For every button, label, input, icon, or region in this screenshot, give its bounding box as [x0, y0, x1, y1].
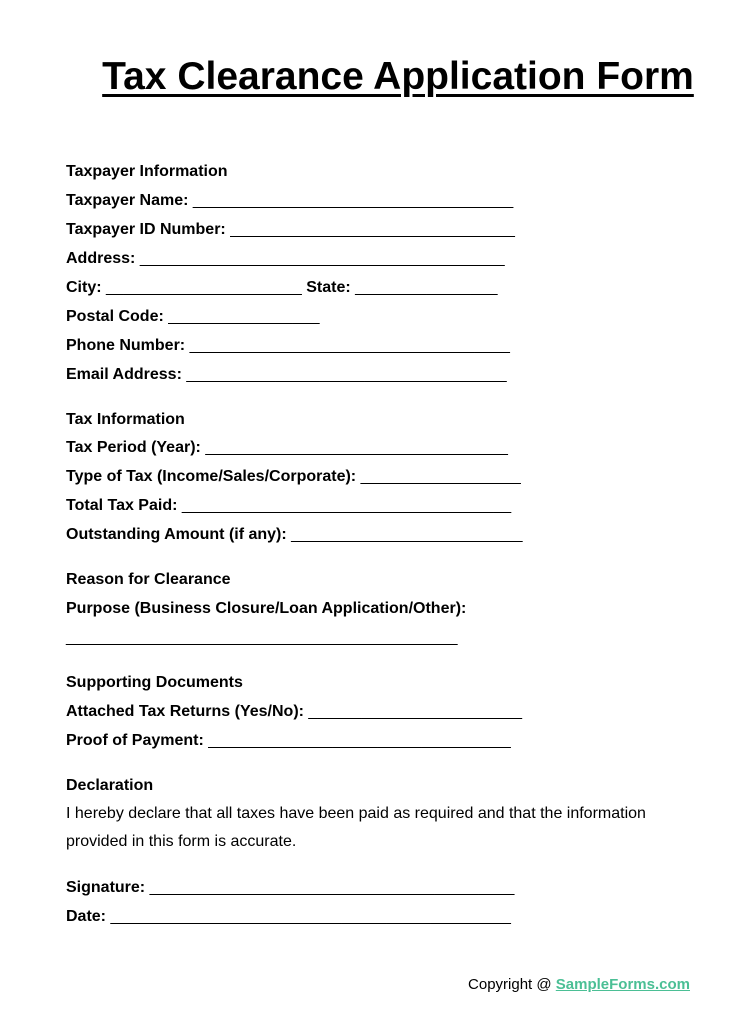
- phone-row: [66, 336, 510, 356]
- outstanding-field[interactable]: __________________________: [291, 526, 523, 543]
- date-field[interactable]: _____________________________________________: [110, 908, 511, 925]
- proof-payment-field[interactable]: __________________________________: [208, 732, 511, 749]
- signature-row: [66, 878, 514, 898]
- tax-type-label: Type of Tax (Income/Sales/Corporate):: [66, 468, 357, 485]
- section-heading-reason: Reason for Clearance: [66, 571, 231, 588]
- city-state-row: [66, 278, 498, 298]
- section-heading-declaration: Declaration: [66, 777, 154, 794]
- address-field[interactable]: _________________________________________: [139, 250, 505, 267]
- tax-period-label: Tax Period (Year):: [66, 439, 201, 456]
- section-heading-documents: Supporting Documents: [66, 674, 243, 691]
- state-field[interactable]: ________________: [355, 279, 498, 296]
- sampleforms-link[interactable]: SampleForms.com: [555, 976, 690, 993]
- total-tax-row: [66, 496, 511, 516]
- taxpayer-id-field[interactable]: ________________________________: [230, 221, 515, 238]
- postal-code-row: [66, 307, 320, 327]
- postal-code-field[interactable]: _________________: [168, 308, 320, 325]
- tax-returns-row: [66, 702, 522, 722]
- signature-field[interactable]: _________________________________________: [149, 879, 515, 896]
- date-row: [66, 907, 511, 927]
- total-tax-field[interactable]: _____________________________________: [181, 497, 512, 514]
- taxpayer-name-label: Taxpayer Name:: [66, 192, 189, 209]
- proof-payment-row: [66, 731, 511, 751]
- taxpayer-id-label: Taxpayer ID Number:: [66, 221, 226, 238]
- postal-code-label: Postal Code:: [66, 308, 164, 325]
- outstanding-row: [66, 525, 523, 545]
- tax-type-field[interactable]: __________________: [360, 468, 521, 485]
- copyright-notice: [468, 976, 690, 993]
- address-label: Address:: [66, 250, 136, 267]
- city-label: City:: [66, 279, 102, 296]
- declaration-text: I hereby declare that all taxes have been paid as required and that the information provided in this form is accurate.: [66, 805, 646, 850]
- tax-returns-label: Attached Tax Returns (Yes/No):: [66, 703, 304, 720]
- tax-period-field[interactable]: __________________________________: [205, 439, 508, 456]
- taxpayer-id-row: [66, 220, 515, 240]
- date-label: Date:: [66, 908, 107, 925]
- address-row: [66, 249, 505, 269]
- phone-label: Phone Number:: [66, 337, 186, 354]
- outstanding-label: Outstanding Amount (if any):: [66, 526, 287, 543]
- copyright-prefix: Copyright @: [468, 976, 556, 993]
- purpose-label: Purpose (Business Closure/Loan Application/Other):: [66, 600, 467, 617]
- state-label: State:: [306, 279, 351, 296]
- email-label: Email Address:: [66, 366, 182, 383]
- total-tax-label: Total Tax Paid:: [66, 497, 178, 514]
- proof-payment-label: Proof of Payment:: [66, 732, 204, 749]
- section-heading-taxpayer: Taxpayer Information: [66, 163, 228, 180]
- city-field[interactable]: ______________________: [106, 279, 302, 296]
- email-row: [66, 365, 507, 385]
- section-heading-tax: Tax Information: [66, 411, 185, 428]
- phone-field[interactable]: ____________________________________: [189, 337, 510, 354]
- tax-period-row: [66, 438, 508, 458]
- signature-label: Signature:: [66, 879, 146, 896]
- email-field[interactable]: ____________________________________: [186, 366, 507, 383]
- tax-type-row: [66, 467, 521, 487]
- tax-returns-field[interactable]: ________________________: [308, 703, 522, 720]
- taxpayer-name-row: [66, 191, 513, 211]
- taxpayer-name-field[interactable]: ____________________________________: [192, 192, 514, 209]
- purpose-field[interactable]: ____________________________________________: [66, 629, 458, 646]
- form-title: Tax Clearance Application Form: [102, 55, 694, 98]
